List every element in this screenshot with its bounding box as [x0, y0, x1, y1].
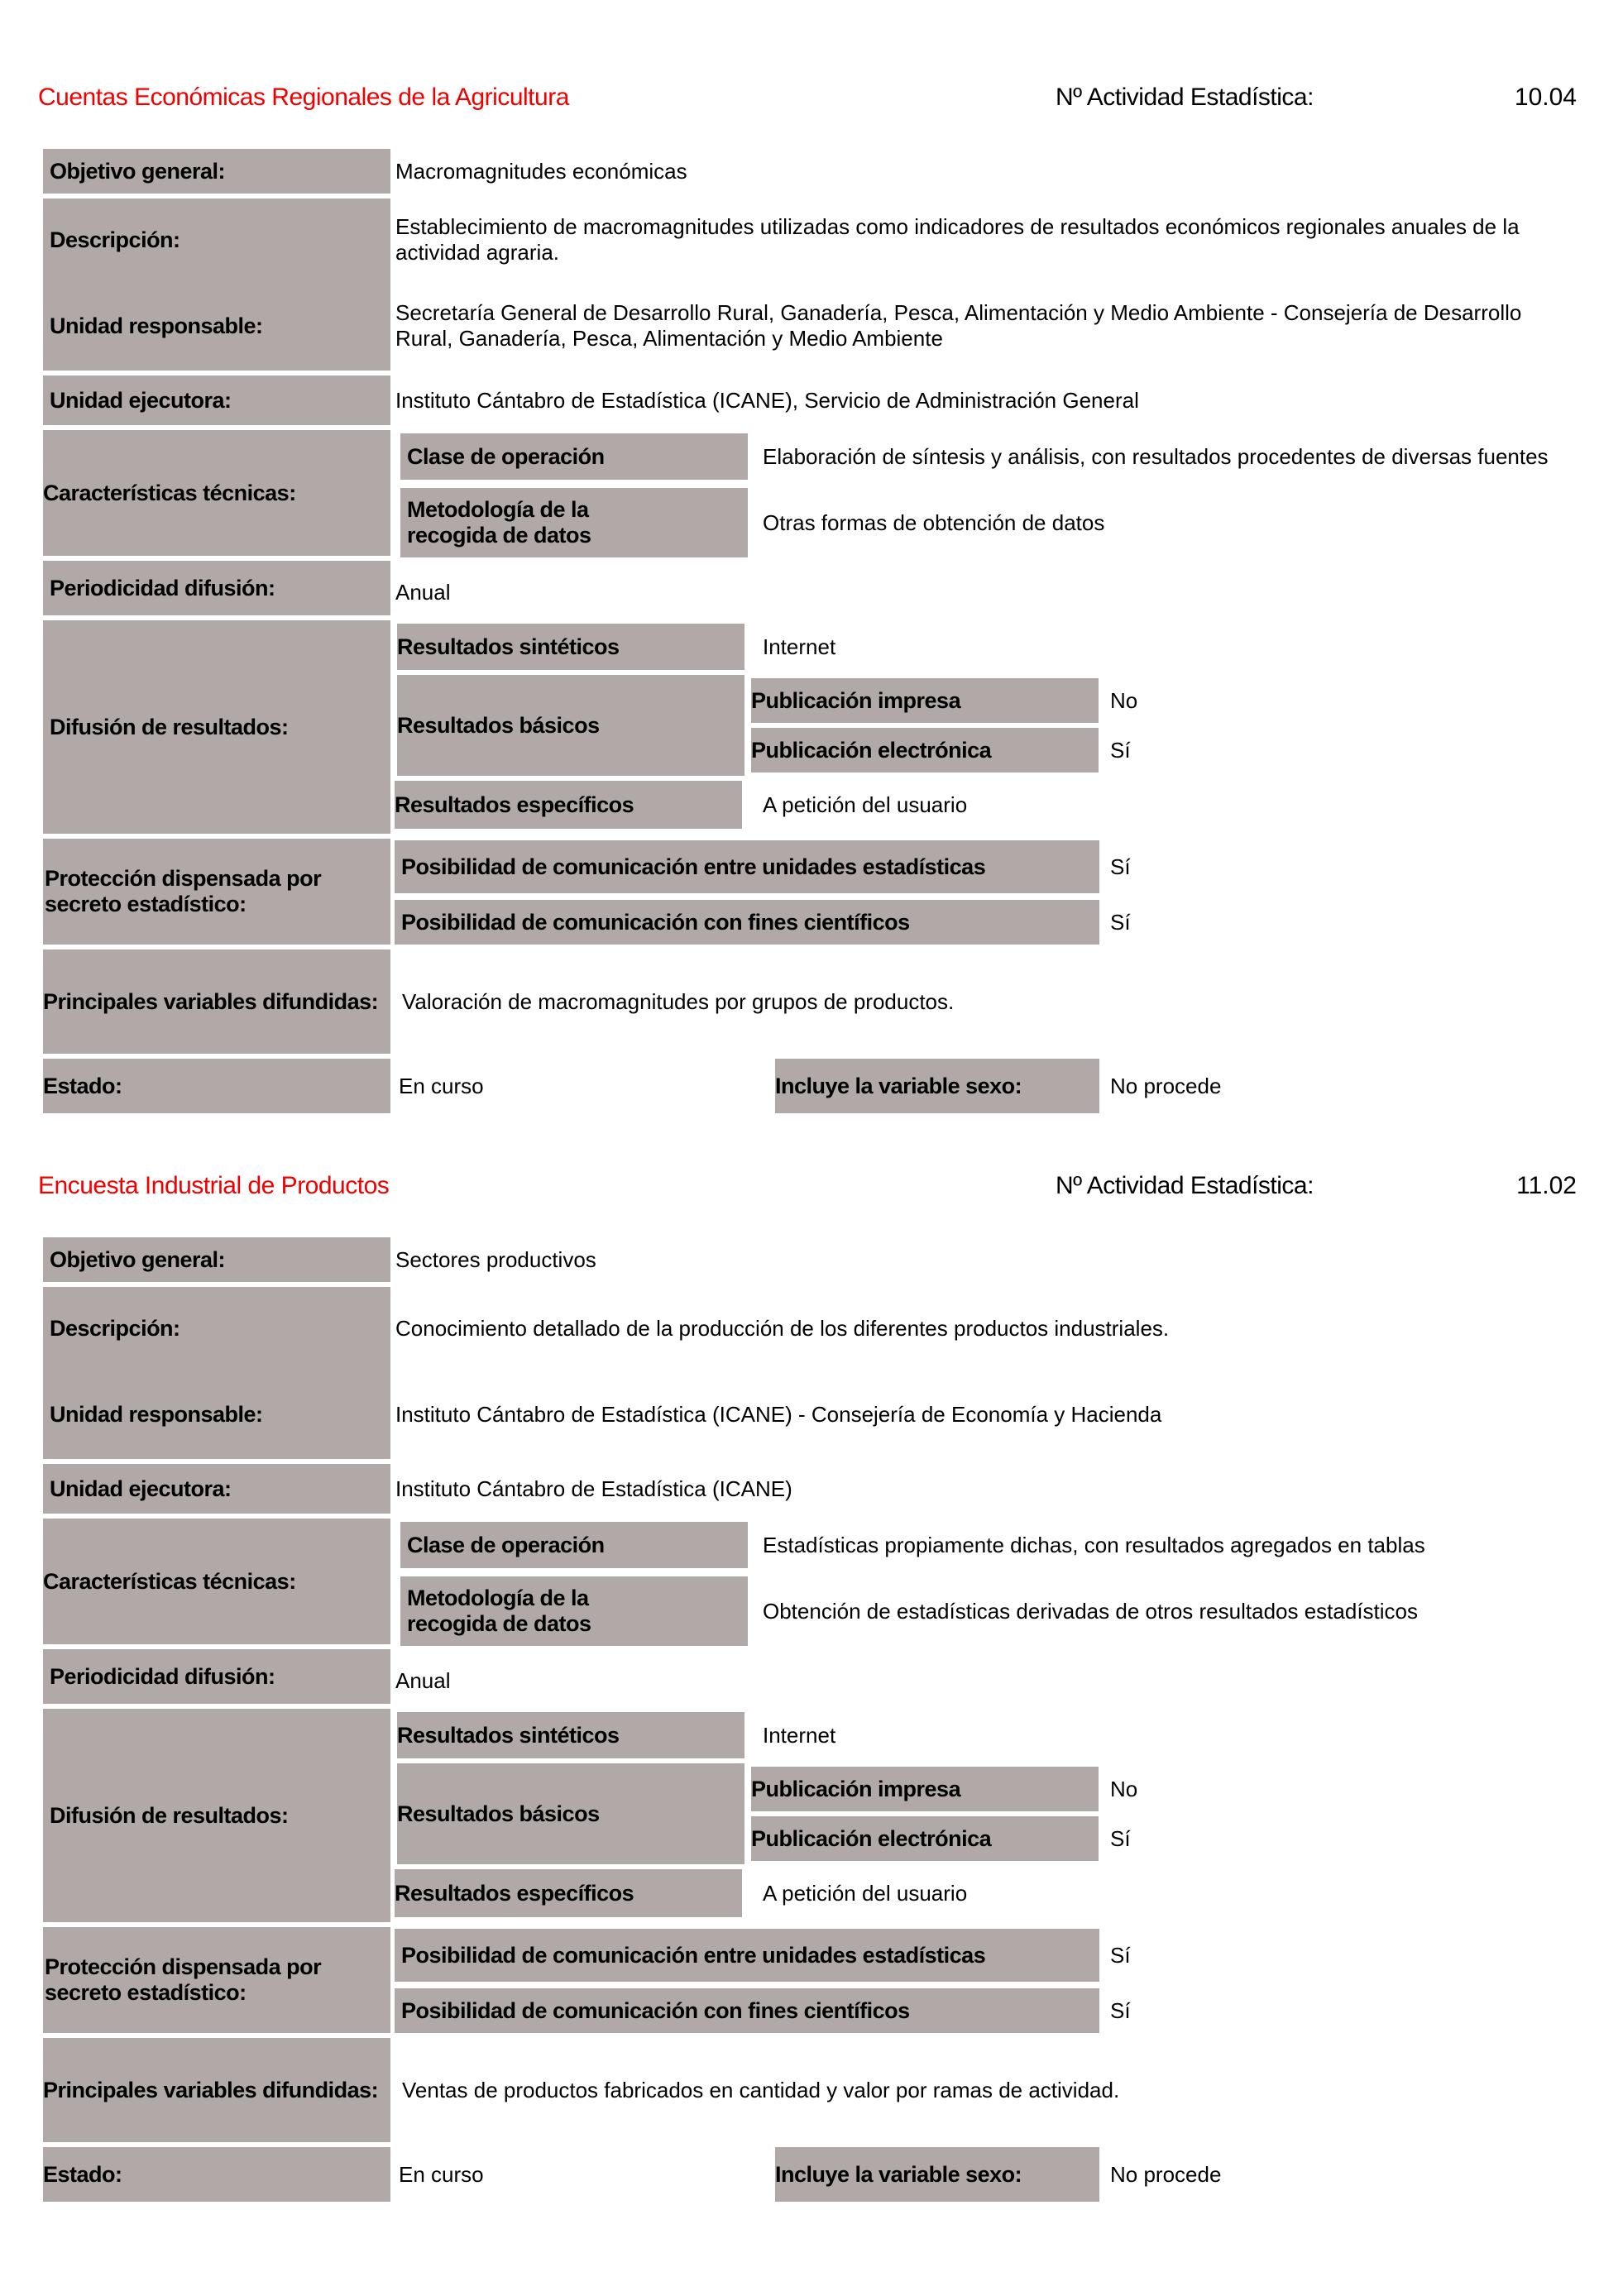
res-basicos-label: Resultados básicos: [397, 675, 744, 776]
pub-impresa-value: No: [1110, 687, 1138, 713]
variable-sexo-value: No procede: [1110, 1073, 1222, 1098]
objetivo-label: Objetivo general:: [43, 1237, 390, 1282]
unidad-ejecutora-value: Instituto Cántabro de Estadística (ICANE), Servicio de Administración General: [395, 387, 1139, 413]
res-especificos-value: A petición del usuario: [763, 1880, 968, 1906]
difusion-label: Difusión de resultados:: [43, 1709, 390, 1922]
metodologia-label: Metodología de la recogida de datos: [400, 1576, 748, 1646]
metodologia-value: Obtención de estadísticas derivadas de otros resultados estadísticos: [763, 1598, 1418, 1624]
activity-number-label: Nº Actividad Estadística:: [1056, 84, 1314, 111]
difusion-label: Difusión de resultados:: [43, 620, 390, 834]
descripcion-label: Descripción:: [43, 1287, 390, 1370]
pos-cientificos-value: Sí: [1110, 1997, 1131, 2023]
periodicidad-label: Periodicidad difusión:: [43, 561, 390, 615]
pub-electronica-value: Sí: [1110, 737, 1131, 763]
unidad-responsable-label: Unidad responsable:: [43, 1370, 390, 1459]
unidad-ejecutora-label: Unidad ejecutora:: [43, 375, 390, 425]
proteccion-label: Protección dispensada por secreto estadístico:: [43, 1927, 390, 2033]
pos-unidades-value: Sí: [1110, 1942, 1131, 1968]
clase-operacion-label: Clase de operación: [400, 1522, 748, 1568]
unidad-responsable-value: Secretaría General de Desarrollo Rural, Ganadería, Pesca, Alimentación y Medio Ambiente - Consejería de Desarrollo Rural, Ganadería, Pesca, Alimentación y Medio Ambiente: [395, 300, 1522, 351]
pos-unidades-label: Posibilidad de comunicación entre unidades estadísticas: [395, 840, 1099, 893]
objetivo-value: Sectores productivos: [395, 1246, 596, 1272]
res-sinteticos-value: Internet: [763, 634, 836, 659]
periodicidad-value: Anual: [395, 579, 451, 605]
activity-number: 10.04: [1514, 84, 1577, 111]
variables-value: Valoración de macromagnitudes por grupos de productos.: [402, 988, 955, 1014]
res-sinteticos-value: Internet: [763, 1722, 836, 1748]
descripcion-label: Descripción:: [43, 199, 390, 281]
estado-label: Estado:: [43, 1059, 390, 1113]
section: [0, 0, 1623, 1141]
pub-impresa-label: Publicación impresa: [751, 1767, 1099, 1811]
variables-label: Principales variables difundidas:: [43, 2038, 390, 2142]
variables-label: Principales variables difundidas:: [43, 949, 390, 1054]
pos-cientificos-label: Posibilidad de comunicación con fines científicos: [395, 1988, 1099, 2033]
pub-electronica-label: Publicación electrónica: [751, 728, 1099, 773]
variable-sexo-value: No procede: [1110, 2161, 1222, 2187]
clase-operacion-value: Elaboración de síntesis y análisis, con resultados procedentes de diversas fuentes: [763, 443, 1549, 469]
caracteristicas-label: Características técnicas:: [43, 1519, 390, 1644]
clase-operacion-value: Estadísticas propiamente dichas, con resultados agregados en tablas: [763, 1532, 1425, 1557]
estado-label: Estado:: [43, 2147, 390, 2202]
unidad-ejecutora-label: Unidad ejecutora:: [43, 1464, 390, 1514]
estado-value: En curso: [399, 1073, 484, 1098]
variable-sexo-label: Incluye la variable sexo:: [775, 2147, 1099, 2202]
section-title: Cuentas Económicas Regionales de la Agricultura: [38, 84, 569, 111]
activity-number: 11.02: [1516, 1172, 1577, 1199]
res-especificos-label: Resultados específicos: [395, 781, 742, 829]
section-title: Encuesta Industrial de Productos: [38, 1172, 390, 1199]
pub-electronica-label: Publicación electrónica: [751, 1816, 1099, 1861]
res-sinteticos-label: Resultados sintéticos: [397, 1712, 744, 1758]
pub-impresa-label: Publicación impresa: [751, 678, 1099, 723]
section: [0, 1088, 1623, 2230]
activity-number-label: Nº Actividad Estadística:: [1056, 1172, 1314, 1199]
unidad-responsable-label: Unidad responsable:: [43, 281, 390, 371]
res-especificos-value: A petición del usuario: [763, 792, 968, 817]
pos-unidades-label: Posibilidad de comunicación entre unidades estadísticas: [395, 1929, 1099, 1982]
periodicidad-value: Anual: [395, 1667, 451, 1693]
descripcion-value: Conocimiento detallado de la producción de los diferentes productos industriales.: [395, 1315, 1170, 1341]
metodologia-value: Otras formas de obtención de datos: [763, 509, 1105, 535]
res-sinteticos-label: Resultados sintéticos: [397, 624, 744, 670]
periodicidad-label: Periodicidad difusión:: [43, 1649, 390, 1704]
variable-sexo-label: Incluye la variable sexo:: [775, 1059, 1099, 1113]
pub-electronica-value: Sí: [1110, 1825, 1131, 1851]
unidad-ejecutora-value: Instituto Cántabro de Estadística (ICANE): [395, 1476, 792, 1501]
res-basicos-label: Resultados básicos: [397, 1763, 744, 1864]
metodologia-label: Metodología de la recogida de datos: [400, 488, 748, 557]
pos-cientificos-label: Posibilidad de comunicación con fines científicos: [395, 900, 1099, 945]
clase-operacion-label: Clase de operación: [400, 433, 748, 480]
descripcion-value: Establecimiento de macromagnitudes utilizadas como indicadores de resultados económicos regionales anuales de la actividad agraria.: [395, 214, 1520, 265]
caracteristicas-label: Características técnicas:: [43, 430, 390, 556]
objetivo-value: Macromagnitudes económicas: [395, 158, 687, 184]
proteccion-label: Protección dispensada por secreto estadístico:: [43, 839, 390, 945]
estado-value: En curso: [399, 2161, 484, 2187]
objetivo-label: Objetivo general:: [43, 149, 390, 194]
pos-unidades-value: Sí: [1110, 854, 1131, 879]
res-especificos-label: Resultados específicos: [395, 1869, 742, 1917]
pos-cientificos-value: Sí: [1110, 909, 1131, 935]
unidad-responsable-value: Instituto Cántabro de Estadística (ICANE) - Consejería de Economía y Hacienda: [395, 1401, 1162, 1427]
variables-value: Ventas de productos fabricados en cantidad y valor por ramas de actividad.: [402, 2077, 1120, 2102]
pub-impresa-value: No: [1110, 1776, 1138, 1801]
